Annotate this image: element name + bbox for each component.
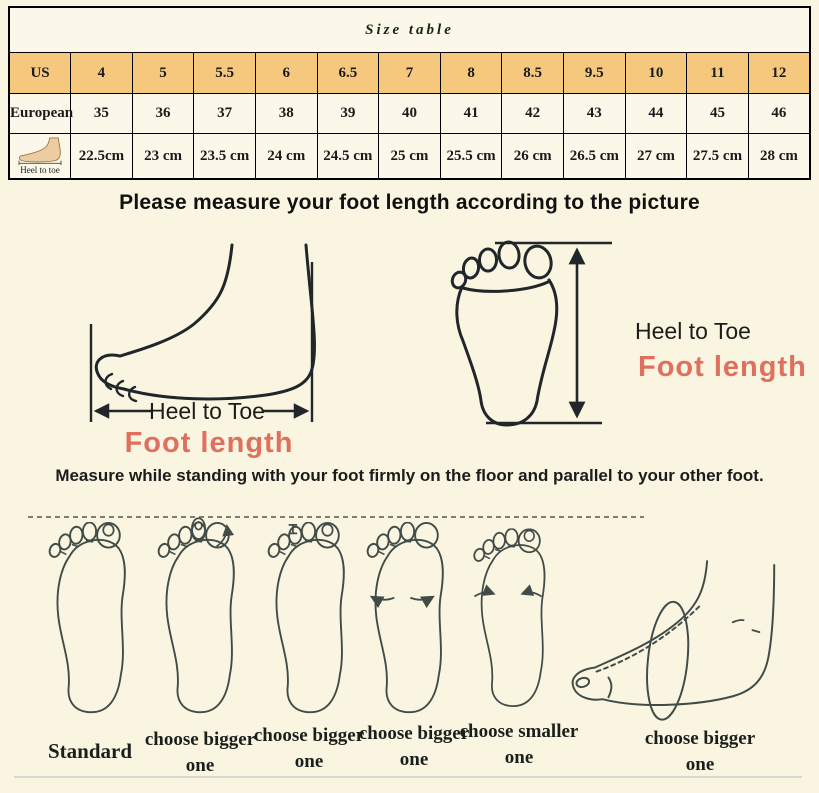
icon-caption: Heel to toe <box>20 165 60 175</box>
us-size-cell: 6 <box>255 53 317 94</box>
fit-foot-wide <box>362 522 454 716</box>
us-size-cell: 4 <box>71 53 133 94</box>
length-cell: 28 cm <box>748 134 810 180</box>
us-size-cell: 6.5 <box>317 53 379 94</box>
toenail <box>103 524 113 535</box>
us-size-row <box>9 53 810 94</box>
eu-size-cell: 42 <box>502 94 564 134</box>
foot-side-measure-illustration <box>80 240 330 459</box>
length-cell: 27 cm <box>625 134 687 180</box>
eu-size-cell: 40 <box>379 94 441 134</box>
fit-label-smaller: choose smaller one <box>459 721 579 768</box>
length-cell: 26.5 cm <box>563 134 625 180</box>
foot-length-row-label <box>9 134 71 180</box>
fit-label-standard: Standard <box>47 739 133 763</box>
fit-label-bigger-4: choose bigger one <box>644 728 756 775</box>
toenail <box>575 676 590 688</box>
us-size-cell: 5.5 <box>194 53 256 94</box>
foot-sole-measure-illustration <box>450 235 807 450</box>
eu-size-cell: 43 <box>563 94 625 134</box>
eu-size-cell: 38 <box>255 94 317 134</box>
fit-foot-narrow <box>470 522 554 716</box>
length-cell: 26 cm <box>502 134 564 180</box>
eu-size-cell: 39 <box>317 94 379 134</box>
fit-foot-gap-marker <box>264 522 354 716</box>
heel-to-toe-label: Heel to Toe <box>635 318 751 344</box>
size-table-title-row <box>9 7 810 53</box>
eu-size-cell: 36 <box>132 94 194 134</box>
eu-size-cell: 44 <box>625 94 687 134</box>
us-size-cell: 7 <box>379 53 441 94</box>
us-size-cell: 11 <box>687 53 749 94</box>
eu-size-cell: 45 <box>687 94 749 134</box>
fit-foot-standard <box>45 522 135 716</box>
foot-length-label: Foot length <box>124 427 294 459</box>
eu-size-cell: 41 <box>440 94 502 134</box>
foot-side-icon <box>15 137 65 165</box>
eu-size-cell: 35 <box>71 94 133 134</box>
us-size-cell: 12 <box>748 53 810 94</box>
length-cell: 22.5cm <box>71 134 133 180</box>
length-cell: 24.5 cm <box>317 134 379 180</box>
length-cell: 25.5 cm <box>440 134 502 180</box>
toenail <box>524 531 534 542</box>
eu-size-cell: 46 <box>748 94 810 134</box>
fit-label-bigger-2: choose bigger one <box>253 725 365 772</box>
toenail <box>322 524 332 535</box>
bottom-divider <box>14 776 802 778</box>
measure-heading: Please measure your foot length according to the picture <box>119 191 700 214</box>
eu-size-cell: 37 <box>194 94 256 134</box>
size-table-title: Size table <box>9 7 810 53</box>
european-size-row <box>9 94 810 134</box>
length-cell: 23 cm <box>132 134 194 180</box>
heel-to-toe-label: Heel to Toe <box>149 398 265 424</box>
fit-foot-high-instep <box>567 557 789 725</box>
length-cell: 24 cm <box>255 134 317 180</box>
fit-foot-long-second-toe <box>152 522 246 716</box>
toe-reference-dashed-line <box>28 516 644 518</box>
us-size-cell: 9.5 <box>563 53 625 94</box>
us-row-label: US <box>9 53 71 94</box>
length-cell: 25 cm <box>379 134 441 180</box>
foot-length-row <box>9 134 810 180</box>
foot-length-label: Foot length <box>638 351 807 383</box>
us-size-cell: 8 <box>440 53 502 94</box>
length-cell: 27.5 cm <box>687 134 749 180</box>
us-size-cell: 8.5 <box>502 53 564 94</box>
fit-label-bigger-1: choose bigger one <box>144 729 256 776</box>
narrow-arrow-left <box>474 592 493 596</box>
width-arrow-right <box>410 597 433 600</box>
european-row-label: European <box>9 94 71 134</box>
size-table <box>8 6 811 180</box>
length-cell: 23.5 cm <box>194 134 256 180</box>
us-size-cell: 10 <box>625 53 687 94</box>
us-size-cell: 5 <box>132 53 194 94</box>
narrow-arrow-right <box>522 592 541 596</box>
fit-label-bigger-3: choose bigger one <box>358 723 470 770</box>
measure-note: Measure while standing with your foot firmly on the floor and parallel to your other foot. <box>55 466 764 485</box>
